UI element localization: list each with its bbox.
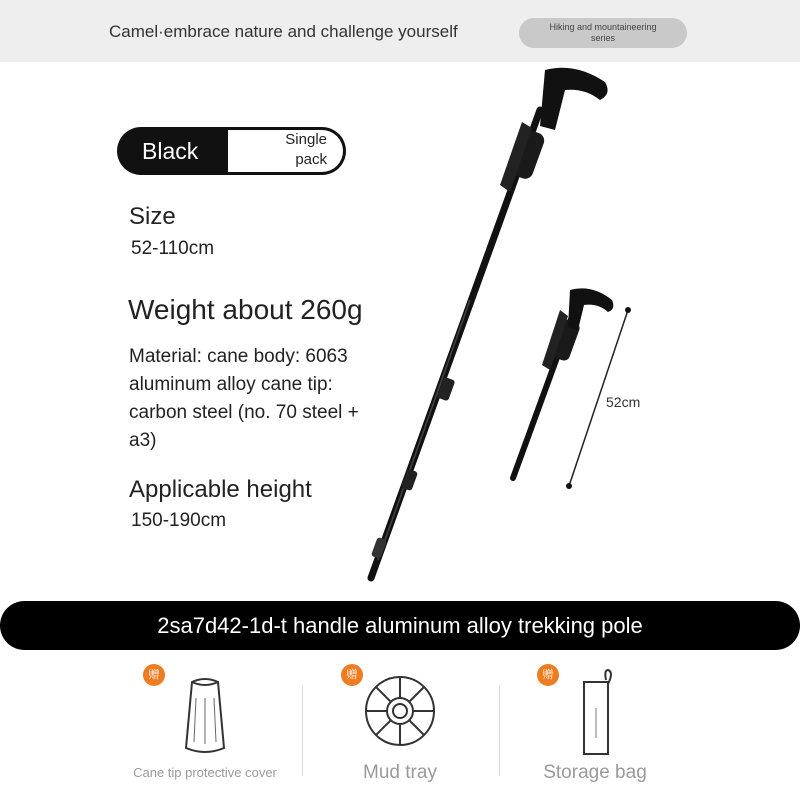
- cane-tip-cover-icon: [180, 676, 230, 758]
- gift-badge-icon: 赠: [341, 664, 363, 686]
- accessory-label-storage-bag: Storage bag: [543, 762, 647, 783]
- accessory-label-mud-tray: Mud tray: [363, 762, 437, 783]
- variant-pack-line2: pack: [295, 151, 327, 168]
- trekking-pole-collapsed-icon: [513, 288, 613, 478]
- series-badge-line1: Hiking and mountaineering: [549, 22, 657, 32]
- mud-tray-icon: [362, 673, 438, 749]
- model-name: 2sa7d42-1d-t handle aluminum alloy trekking pole: [157, 613, 643, 638]
- gift-badge-icon: 赠: [537, 664, 559, 686]
- gift-badge-icon: 赠: [143, 664, 165, 686]
- material-line-4: a3): [129, 430, 157, 451]
- accessory-label-cover: Cane tip protective cover: [133, 765, 277, 780]
- size-value: 52-110cm: [131, 238, 215, 259]
- applicable-height-value: 150-190cm: [131, 510, 227, 531]
- applicable-height-label: Applicable height: [129, 476, 312, 503]
- brand-slogan: Camel·embrace nature and challenge yourself: [109, 22, 458, 41]
- material-line-3: carbon steel (no. 70 steel +: [129, 402, 359, 423]
- storage-bag-icon: [578, 668, 620, 758]
- variant-color-label: Black: [142, 138, 199, 164]
- variant-pack-line1: Single: [285, 131, 327, 148]
- accessory-divider: [302, 686, 303, 776]
- weight-spec: Weight about 260g: [128, 294, 363, 325]
- size-label: Size: [129, 203, 176, 230]
- model-banner: [0, 601, 800, 650]
- material-line-1: Material: cane body: 6063: [129, 346, 348, 367]
- material-line-2: aluminum alloy cane tip:: [129, 374, 333, 395]
- series-badge-line2: series: [590, 33, 615, 43]
- collapsed-length-label: 52cm: [606, 394, 641, 410]
- accessory-divider: [499, 686, 500, 776]
